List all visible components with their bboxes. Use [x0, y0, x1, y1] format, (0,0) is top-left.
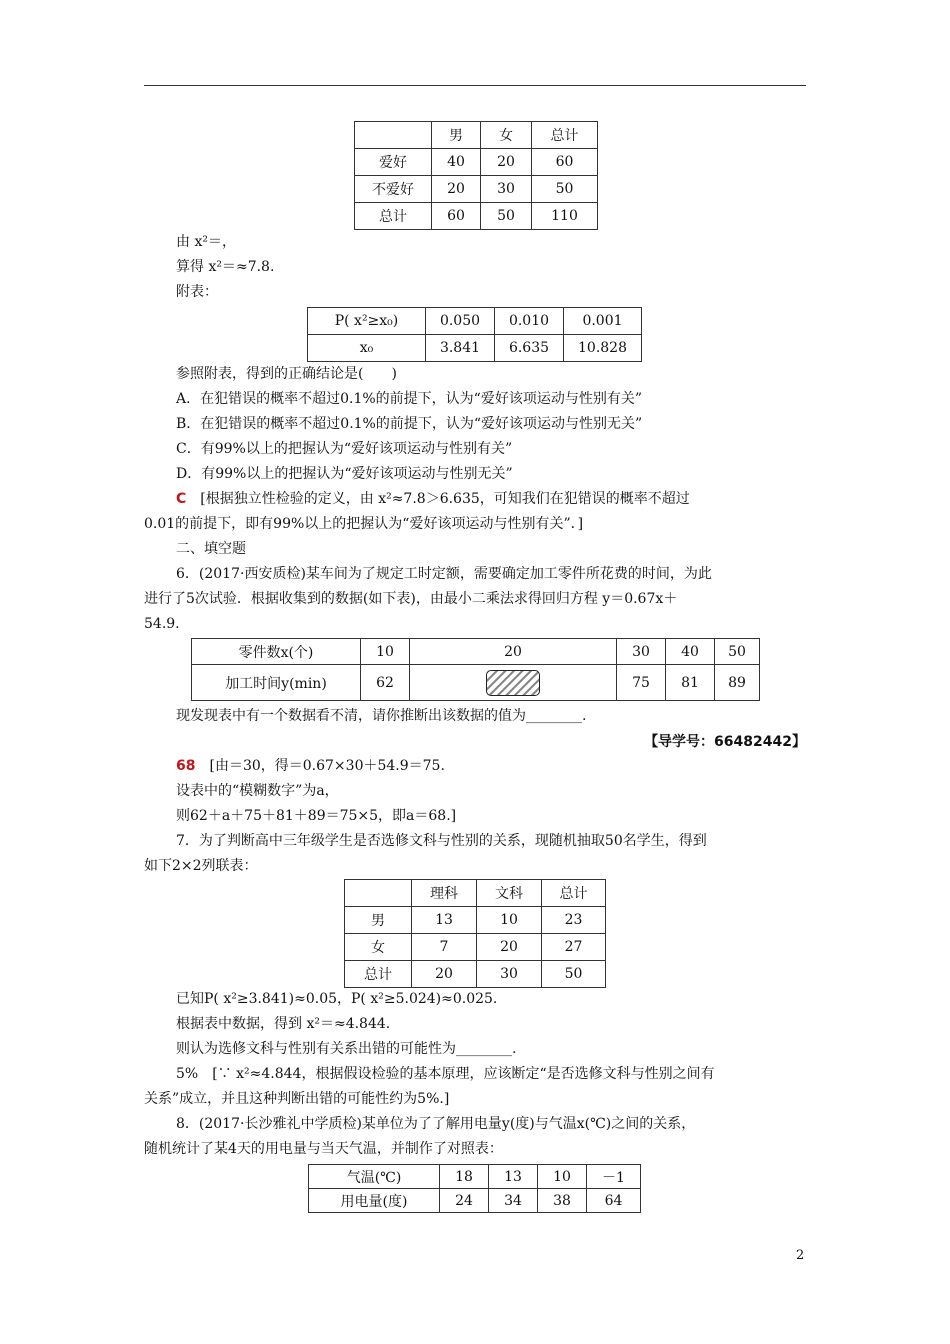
- answer-line: 0.01的前提下，即有99%以上的把握认为“爱好该项运动与性别有关”．]: [144, 516, 584, 532]
- table-cell: 89: [715, 665, 760, 701]
- table-cell: 30: [477, 961, 542, 988]
- table-cell: 0.010: [495, 308, 564, 335]
- q7-known: 已知P( x²≥3.841)≈0.05，P( x²≥5.024)≈0.025.: [176, 991, 498, 1007]
- table-cell: －1: [587, 1165, 641, 1189]
- table-cell: 50: [715, 639, 760, 665]
- answer-value: 68: [176, 758, 196, 774]
- table-cell: 23: [542, 907, 606, 934]
- q7-text: 7．为了判断高中三年级学生是否选修文科与性别的关系，现随机抽取50名学生，得到: [176, 833, 707, 849]
- temperature-power-table: [308, 1164, 641, 1213]
- q6-question: 现发现表中有一个数据看不清，请你推断出该数据的值为________.: [176, 708, 587, 724]
- table-cell: 64: [587, 1189, 641, 1213]
- table-cell: [355, 122, 432, 149]
- table-cell: 10: [538, 1165, 587, 1189]
- blurred-value: [486, 670, 540, 696]
- section-title: 二、填空题: [176, 541, 246, 557]
- calc-line: 算得 x²＝≈7.8.: [176, 259, 275, 275]
- table-cell: 60: [532, 149, 598, 176]
- table-cell: 50: [481, 203, 532, 230]
- table-cell: 不爱好: [355, 176, 432, 203]
- table-cell: 38: [538, 1189, 587, 1213]
- q7-question: 则认为选修文科与性别有关系出错的可能性为________.: [176, 1041, 517, 1057]
- table-cell: 20: [412, 961, 477, 988]
- subject-gender-table: [344, 879, 606, 988]
- table-cell: 总计: [542, 880, 606, 907]
- table-cell: 用电量(度): [309, 1189, 440, 1213]
- q7-calc: 根据表中数据，得到 x²＝≈4.844.: [176, 1016, 391, 1032]
- table-cell: 50: [542, 961, 606, 988]
- table-cell: 气温(℃): [309, 1165, 440, 1189]
- table-cell: 50: [532, 176, 598, 203]
- table-cell: 总计: [345, 961, 412, 988]
- table-cell: 文科: [477, 880, 542, 907]
- table-hobby-gender: [354, 121, 598, 230]
- header-rule: [144, 85, 806, 86]
- table-cell: 女: [345, 934, 412, 961]
- answer-line: 关系”成立，并且这种判断出错的可能性约为5%.]: [144, 1091, 450, 1107]
- table-cell: 总计: [532, 122, 598, 149]
- q8-text: 随机统计了某4天的用电量与当天气温，并制作了对照表：: [144, 1141, 503, 1157]
- q8-text: 8．(2017·长沙雅礼中学质检)某单位为了了解用电量y(度)与气温x(℃)之间的关系，: [176, 1116, 696, 1132]
- table-cell: 110: [532, 203, 598, 230]
- table-cell: 13: [489, 1165, 538, 1189]
- option-c: C．有99%以上的把握认为“爱好该项运动与性别有关”: [176, 441, 513, 457]
- question-text: 参照附表，得到的正确结论是( ): [176, 366, 397, 382]
- answer-line: [176, 489, 690, 509]
- table-cell: 0.001: [564, 308, 642, 335]
- answer-letter: C: [176, 491, 187, 507]
- table-cell: 30: [481, 176, 532, 203]
- answer-line: 设表中的“模糊数字”为a，: [176, 783, 339, 799]
- table-cell: x₀: [308, 335, 426, 362]
- table-cell: 10: [477, 907, 542, 934]
- table-cell: 20: [481, 149, 532, 176]
- table-cell: 10.828: [564, 335, 642, 362]
- q6-text: 54.9.: [144, 616, 180, 632]
- table-cell: [345, 880, 412, 907]
- formula-line: 由 x²＝，: [176, 234, 236, 250]
- table-cell: 30: [617, 639, 666, 665]
- table-cell: 34: [489, 1189, 538, 1213]
- table-cell: 40: [666, 639, 715, 665]
- probability-table: [307, 307, 642, 362]
- answer-explanation: [由＝30，得＝0.67×30＋54.9＝75.: [195, 758, 445, 774]
- parts-time-table: [191, 638, 760, 701]
- q6-text: 进行了5次试验．根据收集到的数据(如下表)，由最小二乘法求得回归方程 y＝0.67x＋: [144, 591, 678, 607]
- table-cell: 7: [412, 934, 477, 961]
- table-cell: 加工时间y(min): [192, 665, 361, 701]
- page-number: 2: [796, 1248, 805, 1263]
- answer-line: 5% [∵ x²≈4.844，根据假设检验的基本原理，应该断定“是否选修文科与性别之间有: [176, 1066, 715, 1082]
- table-cell: 20: [432, 176, 481, 203]
- table-cell: 10: [361, 639, 410, 665]
- reference-number: 【导学号：66482442】: [644, 734, 806, 750]
- q6-text: 6．(2017·西安质检)某车间为了规定工时定额，需要确定加工零件所花费的时间，为此: [176, 566, 712, 582]
- answer-line: 则62＋a＋75＋81＋89＝75×5，即a＝68.]: [176, 808, 457, 824]
- answer-explanation: [根据独立性检验的定义，由 x²≈7.8＞6.635，可知我们在犯错误的概率不超过: [186, 491, 690, 507]
- table-cell: [410, 665, 617, 701]
- table-cell: 40: [432, 149, 481, 176]
- table-cell: 18: [440, 1165, 489, 1189]
- answer-line: [176, 756, 445, 776]
- table-cell: 0.050: [426, 308, 495, 335]
- table-cell: 零件数x(个): [192, 639, 361, 665]
- q7-text: 如下2×2列联表：: [144, 858, 258, 874]
- table-cell: 6.635: [495, 335, 564, 362]
- table-cell: 13: [412, 907, 477, 934]
- table-cell: 75: [617, 665, 666, 701]
- table-cell: 60: [432, 203, 481, 230]
- table-cell: 62: [361, 665, 410, 701]
- table-cell: 男: [432, 122, 481, 149]
- table-cell: 理科: [412, 880, 477, 907]
- table-cell: 24: [440, 1189, 489, 1213]
- option-b: B．在犯错误的概率不超过0.1%的前提下，认为“爱好该项运动与性别无关”: [176, 416, 643, 432]
- table-cell: 27: [542, 934, 606, 961]
- table-cell: 81: [666, 665, 715, 701]
- table-cell: 20: [410, 639, 617, 665]
- table-cell: 爱好: [355, 149, 432, 176]
- table-cell: 20: [477, 934, 542, 961]
- appendix-label: 附表：: [176, 284, 218, 300]
- table-cell: P( x²≥x₀): [308, 308, 426, 335]
- table-cell: 总计: [355, 203, 432, 230]
- table-cell: 女: [481, 122, 532, 149]
- table-cell: 3.841: [426, 335, 495, 362]
- option-a: A．在犯错误的概率不超过0.1%的前提下，认为“爱好该项运动与性别有关”: [176, 391, 642, 407]
- option-d: D．有99%以上的把握认为“爱好该项运动与性别无关”: [176, 466, 513, 482]
- table-cell: 男: [345, 907, 412, 934]
